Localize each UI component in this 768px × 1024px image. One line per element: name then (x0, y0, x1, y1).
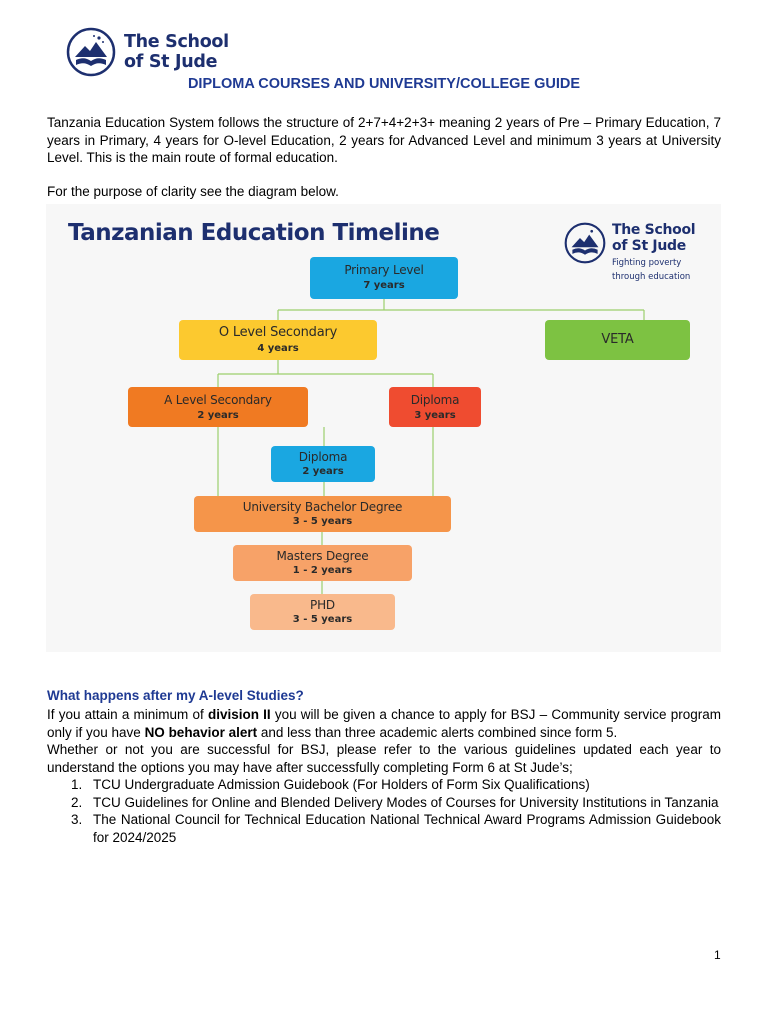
division-emphasis: division II (207, 707, 271, 722)
list-number: 3. (71, 812, 83, 827)
diagram-tagline-2: through education (612, 272, 691, 282)
page-number: 1 (714, 948, 721, 962)
document-title: DIPLOMA COURSES AND UNIVERSITY/COLLEGE GUIDE (187, 76, 581, 92)
school-crest-icon (66, 27, 116, 77)
veta-box (545, 320, 690, 360)
diagram-intro-paragraph: For the purpose of clarity see the diagram below. (47, 184, 339, 199)
a-level-years: 2 years (197, 410, 239, 421)
school-name (124, 32, 229, 72)
diagram-logo-line-1: The School (612, 222, 696, 238)
diploma-3-years-box (389, 387, 481, 427)
diagram-title: Tanzanian Education Timeline (68, 220, 440, 246)
a-level-box (128, 387, 308, 427)
masters-degree-box (233, 545, 412, 581)
list-number: 1. (71, 777, 83, 792)
logo-line-1: The School (124, 32, 229, 52)
section-heading: What happens after my A-level Studies? (47, 688, 304, 703)
bachelor-years: 3 - 5 years (292, 516, 353, 527)
diploma-3-label: Diploma (410, 393, 460, 407)
primary-level-years: 7 years (363, 280, 405, 291)
school-logo (66, 27, 229, 77)
education-timeline-diagram (46, 204, 721, 652)
o-level-years: 4 years (257, 343, 299, 354)
phd-label: PHD (310, 598, 335, 612)
list-item (47, 811, 721, 846)
list-number: 2. (71, 794, 83, 810)
diploma-2-years-box (271, 446, 375, 482)
phd-years: 3 - 5 years (292, 614, 353, 625)
text-run: and less than three academic alerts combined since form 5. (257, 724, 618, 740)
diagram-logo-line-2: of St Jude (612, 238, 686, 254)
list-item-text: TCU Undergraduate Admission Guidebook (For Holders of Form Six Qualifications) (93, 777, 590, 792)
list-item (47, 776, 721, 794)
guidelines-list (47, 776, 721, 846)
a-level-paragraph (47, 706, 721, 776)
bachelor-label: University Bachelor Degree (242, 500, 403, 514)
text-run: you will be given a chance to apply for BSJ – Community service program only if you have (47, 707, 721, 740)
guidelines-sentence: Whether or not you are successful for BSJ, please refer to the various guidelines updated each year to understand the options you may have after successfully completing Form 6 at St Jude’s; (47, 742, 721, 775)
diploma-3-years: 3 years (414, 410, 456, 421)
list-item (47, 794, 721, 812)
primary-level-box (310, 257, 458, 299)
veta-label: VETA (601, 332, 634, 347)
phd-box (250, 594, 395, 630)
logo-line-2: of St Jude (124, 52, 218, 72)
behavior-alert-emphasis: NO behavior alert (144, 724, 258, 740)
list-item-text: The National Council for Technical Education National Technical Award Programs Admission Guidebook for 2024/2025 (93, 812, 721, 845)
diploma-2-years: 2 years (302, 466, 344, 477)
o-level-box (179, 320, 377, 360)
masters-years: 1 - 2 years (292, 565, 353, 576)
list-item-text: TCU Guidelines for Online and Blended Delivery Modes of Courses for University Institutions in Tanzania (93, 794, 719, 810)
diploma-2-label: Diploma (298, 450, 348, 464)
a-level-label: A Level Secondary (164, 393, 272, 407)
text-run: If you attain a minimum of (47, 707, 208, 722)
bachelor-degree-box (194, 496, 451, 532)
o-level-label: O Level Secondary (218, 325, 338, 340)
diagram-tagline-1: Fighting poverty (612, 258, 682, 268)
intro-paragraph: Tanzania Education System follows the structure of 2+7+4+2+3+ meaning 2 years of Pre – Primary Education, 7 years in Primary, 4 years for O-level Education, 2 years for Advanced Level and minimum 3 years at University Level. This is the main route of formal education. (47, 115, 721, 165)
primary-level-label: Primary Level (344, 263, 424, 277)
masters-label: Masters Degree (276, 549, 369, 563)
